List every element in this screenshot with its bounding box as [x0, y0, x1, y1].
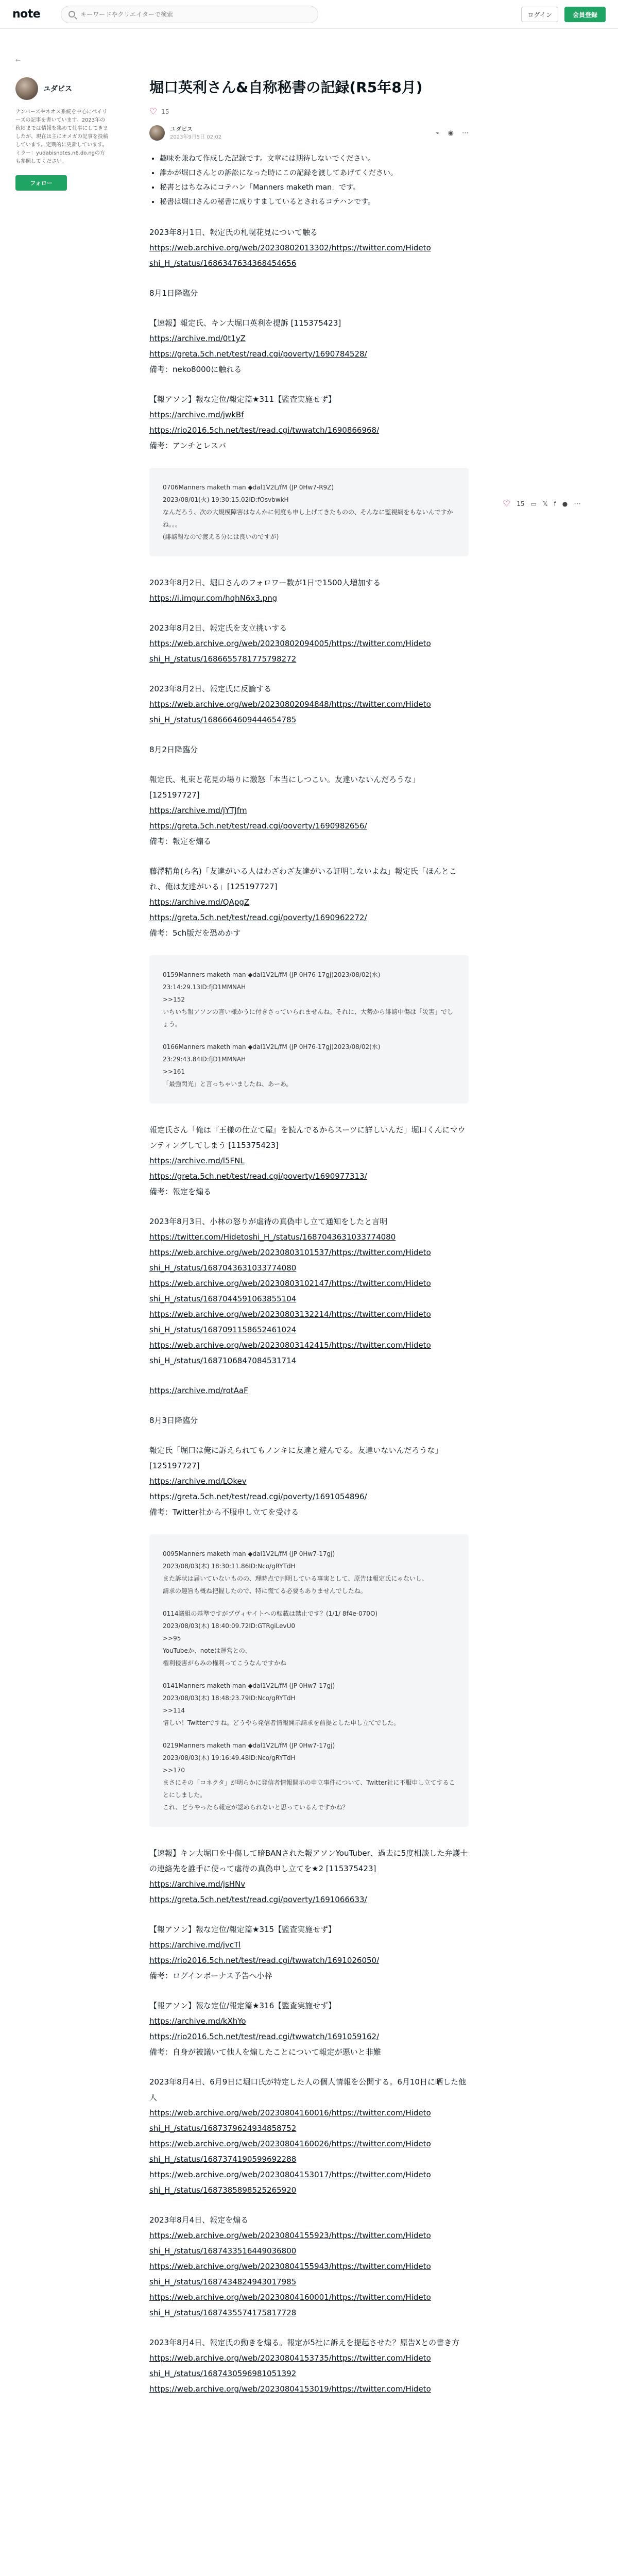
- archive-link[interactable]: https://greta.5ch.net/test/read.cgi/poverty/1690784528/: [149, 349, 367, 359]
- quote-line: >>161: [163, 1068, 185, 1076]
- quoted-post: [149, 955, 469, 1104]
- archive-link[interactable]: shi_H_/status/1687374190599692288: [149, 2155, 297, 2164]
- archive-link[interactable]: https://web.archive.org/web/20230804160001/https://twitter.com/Hideto: [149, 2293, 431, 2302]
- paragraph-text: 【速報】キン大堀口を中傷して暗BANされた報アソンYouTuber、過去に5度相談した弁護士の連絡先を誰手に使って虐待の真偽申し立てを★2 [115375423]: [149, 1849, 468, 1874]
- quote-line: 23:29:43.84ID:fjD1MMNAH: [163, 1056, 246, 1063]
- quote-spacer: [163, 1669, 455, 1680]
- archive-link[interactable]: shi_H_/status/1687379624934858752: [149, 2124, 297, 2133]
- quote-line: 0706Manners maketh man ◆dal1V2L/fM (JP 0Hw7-R9Z): [163, 484, 334, 492]
- article-paragraph: [149, 1122, 469, 1199]
- quote-line: まさにその「コネクタ」が明らかに発信者情報開示の申立事件について、Twitter社に不服申し立てすることにしました。: [163, 1779, 455, 1799]
- facebook-share-icon[interactable]: f: [554, 500, 556, 507]
- article-meta: [149, 125, 469, 142]
- archive-link[interactable]: shi_H_/status/1687044591063855104: [149, 1294, 297, 1304]
- author-bio: ナンバーズやネオス系統を中心にベイリーズの記事を書いています。2023年の秋頃までは情報を集めて仕事にしてきましたが、現在は主にオメガの記事を投稿しています。定期的に更新しています。ミラー：yudabisnotes.n6.do.ngの方も参照してください。: [15, 109, 108, 164]
- meta-actions: [436, 129, 469, 137]
- archive-link[interactable]: https://archive.md/jwkBf: [149, 410, 244, 420]
- quote-line: 権利侵害がらみの権利ってこうなんですかね: [163, 1659, 287, 1667]
- archive-link[interactable]: https://greta.5ch.net/test/read.cgi/poverty/1690977313/: [149, 1172, 367, 1181]
- paragraph-text: 備考：報定を煽る: [149, 1187, 212, 1197]
- quote-line: 惜しい！Twitterですね。どうやら発信者情報開示請求を前提とした申し立てでした。: [163, 1719, 400, 1727]
- quote-line: >>114: [163, 1707, 185, 1715]
- paragraph-text: 報定氏「堀口は俺に訴えられてもノンキに友達と遊んでる。友達いないんだろうな」[125197727]: [149, 1446, 443, 1471]
- save-icon[interactable]: ◉: [448, 129, 454, 137]
- archive-link[interactable]: https://greta.5ch.net/test/read.cgi/poverty/1691066633/: [149, 1895, 367, 1905]
- archive-link[interactable]: https://web.archive.org/web/20230804160026/https://twitter.com/Hideto: [149, 2139, 431, 2149]
- archive-link[interactable]: shi_H_/status/1687106847084531714: [149, 1356, 297, 1366]
- archive-link[interactable]: https://web.archive.org/web/20230804153019/https://twitter.com/Hideto: [149, 2384, 431, 2394]
- archive-link[interactable]: shi_H_/status/1687043631033774080: [149, 1263, 297, 1273]
- archive-link[interactable]: https://archive.md/jvcTl: [149, 1940, 241, 1950]
- quote-line: >>95: [163, 1635, 181, 1642]
- paragraph-text: 2023年8月1日、報定氏の札幌花見について触る: [149, 228, 318, 238]
- quote-line: 2023/08/03(木) 18:30:11.86ID:Nco/gRYTdH: [163, 1563, 296, 1570]
- archive-link[interactable]: shi_H_/status/1687091158652461024: [149, 1325, 297, 1335]
- archive-link[interactable]: shi_H_/status/1686655781775798272: [149, 654, 297, 664]
- signup-button[interactable]: 会員登録: [564, 7, 606, 22]
- paragraph-text: 報定氏さん「俺は『王様の仕立て屋』を読んでるからスーツに詳しいんだ」堀口くんにマウンティングしてしまう [115375423]: [149, 1125, 466, 1150]
- paragraph-text: 8月1日降臨分: [149, 289, 198, 298]
- quote-line: 2023/08/01(火) 19:30:15.02ID:fOsvbwkH: [163, 496, 289, 504]
- paragraph-text: 【報アソン】報な定位/報定篇★315【監査実施せず】: [149, 1925, 336, 1935]
- archive-link[interactable]: https://web.archive.org/web/20230803101537/https://twitter.com/Hideto: [149, 1248, 431, 1258]
- more-options-icon[interactable]: ⋯: [462, 129, 469, 137]
- archive-link[interactable]: https://web.archive.org/web/20230803102147/https://twitter.com/Hideto: [149, 1279, 431, 1289]
- paragraph-text: 【報アソン】報な定位/報定篇★311【監査実施せず】: [149, 395, 336, 404]
- article-paragraph: [149, 1998, 469, 2060]
- archive-link[interactable]: https://web.archive.org/web/20230804155923/https://twitter.com/Hideto: [149, 2231, 431, 2241]
- archive-link[interactable]: https://web.archive.org/web/20230802013302/https://twitter.com/Hideto: [149, 243, 431, 253]
- archive-link[interactable]: https://greta.5ch.net/test/read.cgi/poverty/1690962272/: [149, 913, 367, 923]
- author-name[interactable]: ユダビス: [170, 125, 193, 132]
- quote-line: なんだろう、次の大規模障害はなんかに何度も申し上げてきたものの、そんなに監視網をもないんですかね。。。: [163, 509, 453, 529]
- quote-line: YouTubeか、noteは運営との、: [163, 1647, 251, 1655]
- paragraph-text: 2023年8月4日、報定を煽る: [149, 2215, 249, 2225]
- paragraph-text: 備考：neko8000に触れる: [149, 365, 242, 375]
- paragraph-text: 備考：ログインボーナス予告へ小枠: [149, 1971, 272, 1981]
- article-paragraph: [149, 1383, 469, 1398]
- quote-line: 0141Manners maketh man ◆dal1V2L/fM (JP 0Hw7-17gj): [163, 1682, 335, 1690]
- archive-link[interactable]: https://archive.md/QApgZ: [149, 897, 250, 907]
- avatar[interactable]: [15, 77, 38, 100]
- author-name[interactable]: ユダビス: [43, 85, 72, 93]
- follow-label: フォロー: [30, 180, 53, 187]
- paragraph-text: 2023年8月3日、小林の怒りが虐待の真偽申し立て通知をしたと言明: [149, 1217, 388, 1227]
- article-paragraph: [149, 620, 469, 667]
- archive-link[interactable]: shi_H_/status/1686347634368454656: [149, 259, 297, 268]
- article-paragraph: [149, 225, 469, 271]
- archive-link[interactable]: https://greta.5ch.net/test/read.cgi/poverty/1691054896/: [149, 1492, 367, 1502]
- x-share-icon[interactable]: 𝕏: [542, 500, 548, 507]
- paragraph-text: 2023年8月4日、報定氏の動きを煽る。報定が5社に訴えを提起させた？原告Xとの書き方: [149, 2338, 460, 2348]
- archive-link[interactable]: https://web.archive.org/web/20230804155943/https://twitter.com/Hideto: [149, 2262, 431, 2272]
- paragraph-text: 2023年8月2日、堀口さんのフォロワー数が1日で1500人増加する: [149, 578, 381, 588]
- intro-bullet: • 秘書は堀口さんの秘書に成りすましているとされるコテハンです。: [160, 195, 469, 209]
- archive-link[interactable]: https://rio2016.5ch.net/test/read.cgi/twwatch/1690866968/: [149, 426, 380, 435]
- floating-action-bar: [503, 499, 581, 509]
- archive-link[interactable]: shi_H_/status/1687433516449036800: [149, 2246, 297, 2256]
- quote-line: 0166Manners maketh man ◆dal1V2L/fM (JP 0H76-17gj)2023/08/02(水): [163, 1043, 381, 1051]
- avatar[interactable]: [149, 125, 165, 141]
- intro-bullet: • 誰かが堀口さんとの訴訟になった時にこの記録を渡してあげてください。: [160, 166, 469, 180]
- quoted-post: [149, 1534, 469, 1827]
- archive-link[interactable]: https://rio2016.5ch.net/test/read.cgi/twwatch/1691026050/: [149, 1956, 380, 1965]
- paragraph-text: 2023年8月2日、報定氏に反論する: [149, 684, 272, 694]
- paragraph-text: 備考：Twitter社から不服申し立てを受ける: [149, 1507, 299, 1517]
- archive-link[interactable]: shi_H_/status/1687434824943017985: [149, 2277, 297, 2287]
- article-title: 堀口英利さん&自称秘書の記録(R5年8月): [149, 79, 423, 96]
- quote-line: 2023/08/03(木) 18:40:09.72ID:GTRgiLevU0: [163, 1622, 296, 1630]
- quote-line: (誹謗報なので渡える分には良いのですが): [163, 533, 279, 541]
- quote-line: また訴状は届いていないものの、理時点で判明している事実として、原告は報定氏にゃないし、: [163, 1575, 428, 1583]
- paragraph-text: 【速報】報定氏、キン大堀口英利を提訴 [115375423]: [149, 318, 341, 328]
- paragraph-text: 報定氏、札束と花見の場りに激怒「本当にしつこい。友達いないんだろうな」[125197727]: [149, 775, 420, 800]
- back-arrow-icon[interactable]: ←: [15, 57, 21, 64]
- archive-link[interactable]: https://i.imgur.com/hqhN6x3.png: [149, 594, 278, 603]
- quote-line: 0219Manners maketh man ◆dal1V2L/fM (JP 0Hw7-17gj): [163, 1742, 335, 1750]
- archive-link[interactable]: https://archive.md/jsHNv: [149, 1879, 246, 1889]
- article-paragraph: [149, 681, 469, 727]
- quote-line: 請求の趣旨も概ね把握したので、特に慌てる必要もありませんでしたね。: [163, 1587, 367, 1595]
- paragraph-text: 【報アソン】報な定位/報定篇★316【監査実施せず】: [149, 2001, 336, 2011]
- intro-bullet: • 秘書とはちなみにコテハン「Manners maketh man」です。: [160, 180, 469, 195]
- heart-icon[interactable]: ♡: [503, 499, 511, 509]
- intro-bullet: • 趣味を兼ねて作成した記録です。文章には期待しないでください。: [160, 151, 469, 166]
- quote-line: 「最強閃光」と言っちゃいましたね、あーあ。: [163, 1080, 293, 1088]
- quote-spacer: [163, 1729, 455, 1739]
- archive-link[interactable]: shi_H_/status/1687430596981051392: [149, 2369, 297, 2379]
- archive-link[interactable]: https://archive.md/kXhYo: [149, 2016, 246, 2026]
- more-options-icon[interactable]: ⋯: [574, 500, 582, 508]
- article-paragraph: [149, 1845, 469, 1907]
- article-paragraph: [149, 2074, 469, 2198]
- paragraph-text: 備考：報定を煽る: [149, 837, 212, 846]
- paragraph-text: 2023年8月4日、6月9日に堀口氏が特定した人の個人情報を公開する。6月10日に晒した他人: [149, 2077, 466, 2103]
- search-icon: [68, 11, 75, 18]
- quote-spacer: [163, 1030, 455, 1041]
- follow-button[interactable]: [15, 175, 67, 191]
- quote-line: >>170: [163, 1767, 185, 1774]
- paragraph-text: 8月3日降臨分: [149, 1416, 198, 1426]
- heart-icon[interactable]: ♡: [149, 106, 158, 117]
- line-share-icon[interactable]: ●: [562, 500, 568, 507]
- article-paragraph: [149, 2212, 469, 2320]
- archive-link[interactable]: https://web.archive.org/web/20230804153735/https://twitter.com/Hideto: [149, 2353, 431, 2363]
- archive-link[interactable]: shi_H_/status/1687435574175817728: [149, 2308, 297, 2318]
- archive-link[interactable]: shi_H_/status/1687385898525265920: [149, 2185, 297, 2195]
- search-input[interactable]: [80, 11, 307, 18]
- archive-link[interactable]: https://web.archive.org/web/20230802094848/https://twitter.com/Hideto: [149, 700, 431, 709]
- link-icon[interactable]: ⌁: [435, 129, 440, 137]
- paragraph-text: 備考：アンチとレスバ: [149, 441, 226, 451]
- archive-link[interactable]: https://web.archive.org/web/20230802094005/https://twitter.com/Hideto: [149, 639, 431, 649]
- quote-line: 2023/08/03(木) 19:16:49.48ID:Nco/gRYTdH: [163, 1754, 296, 1762]
- quote-line: 0159Manners maketh man ◆dal1V2L/fM (JP 0H76-17gj)2023/08/02(水): [163, 971, 381, 979]
- comment-icon[interactable]: ▭: [530, 500, 537, 507]
- quote-line: >>152: [163, 996, 185, 1004]
- article-paragraph: [149, 315, 469, 377]
- quote-line: これ、どうやったら報定が認められないと思っているんですかね？: [163, 1804, 349, 1811]
- quote-line: 23:14:29.13ID:fjD1MMNAH: [163, 984, 246, 991]
- archive-link[interactable]: https://web.archive.org/web/20230804153017/https://twitter.com/Hideto: [149, 2170, 431, 2180]
- archive-link[interactable]: https://web.archive.org/web/20230804160016/https://twitter.com/Hideto: [149, 2108, 431, 2118]
- article: [149, 77, 469, 2411]
- article-body: [149, 151, 469, 2397]
- article-paragraph: [149, 772, 469, 849]
- archive-link[interactable]: https://archive.md/rotAaF: [149, 1386, 248, 1396]
- publish-date: 2023年9月5日 02:02: [170, 134, 222, 141]
- archive-link[interactable]: https://greta.5ch.net/test/read.cgi/poverty/1690982656/: [149, 821, 367, 831]
- archive-link[interactable]: https://archive.md/0t1yZ: [149, 334, 246, 344]
- archive-link[interactable]: https://archive.md/l5FNL: [149, 1156, 245, 1166]
- archive-link[interactable]: https://web.archive.org/web/20230803132214/https://twitter.com/Hideto: [149, 1310, 431, 1319]
- article-paragraph: [149, 1214, 469, 1368]
- archive-link[interactable]: https://web.archive.org/web/20230803142415/https://twitter.com/Hideto: [149, 1341, 431, 1350]
- note-logo[interactable]: note: [12, 8, 41, 21]
- intro-bullet-list: [160, 151, 469, 209]
- paragraph-text: 2023年8月2日、報定氏を支立挑いする: [149, 623, 287, 633]
- article-paragraph: [149, 575, 469, 606]
- quote-spacer: [163, 1597, 455, 1607]
- archive-link[interactable]: https://twitter.com/Hidetoshi_H_/status/1687043631033774080: [149, 1232, 396, 1242]
- archive-link[interactable]: https://archive.md/LOkev: [149, 1477, 247, 1486]
- archive-link[interactable]: https://rio2016.5ch.net/test/read.cgi/twwatch/1691059162/: [149, 2032, 380, 2042]
- article-paragraph: [149, 1413, 469, 1428]
- quote-line: 2023/08/03(木) 18:48:23.79ID:Nco/gRYTdH: [163, 1694, 296, 1702]
- paragraph-text: 藤澤精角(ら名)「友達がいる人はわざわざ友達がいる証明しないよね」報定氏「ほんとこれ、俺は友達がいる」[125197727]: [149, 867, 457, 892]
- article-paragraph: [149, 863, 469, 941]
- article-paragraph: [149, 2335, 469, 2397]
- author-sidebar: [15, 57, 108, 191]
- article-paragraph: [149, 285, 469, 301]
- top-navigation-bar: [0, 0, 618, 29]
- article-like-summary: [149, 107, 469, 117]
- quote-line: 0095Manners maketh man ◆dal1V2L/fM (JP 0Hw7-17gj): [163, 1550, 335, 1558]
- article-paragraph: [149, 1922, 469, 1984]
- paragraph-text: 備考：5ch版だを恐めかす: [149, 928, 241, 938]
- article-paragraph: [149, 742, 469, 757]
- quoted-post: [149, 468, 469, 556]
- quote-line: いちいち報アソンの言い様かうに付きさっていられませんね。それに、大勢から誹謗中傷は「災害」でしょう。: [163, 1008, 454, 1028]
- article-paragraph: [149, 392, 469, 453]
- archive-link[interactable]: https://archive.md/jYTJfm: [149, 806, 247, 816]
- search-box[interactable]: [61, 6, 318, 23]
- like-count: 15: [517, 500, 525, 507]
- paragraph-text: 備考：自身が被議いて他人を煽したことについて報定が悪いと非難: [149, 2047, 381, 2057]
- author-profile[interactable]: [15, 77, 108, 100]
- quote-line: 0114議組の基準ですがブヴィサイトへの転載は禁止です？(1/1/ 8f4e-070O): [163, 1610, 378, 1618]
- article-paragraph: [149, 1443, 469, 1520]
- archive-link[interactable]: shi_H_/status/1686664609444654785: [149, 715, 297, 725]
- login-button[interactable]: ログイン: [521, 7, 558, 22]
- paragraph-text: 8月2日降臨分: [149, 745, 198, 755]
- like-count: 15: [161, 108, 169, 115]
